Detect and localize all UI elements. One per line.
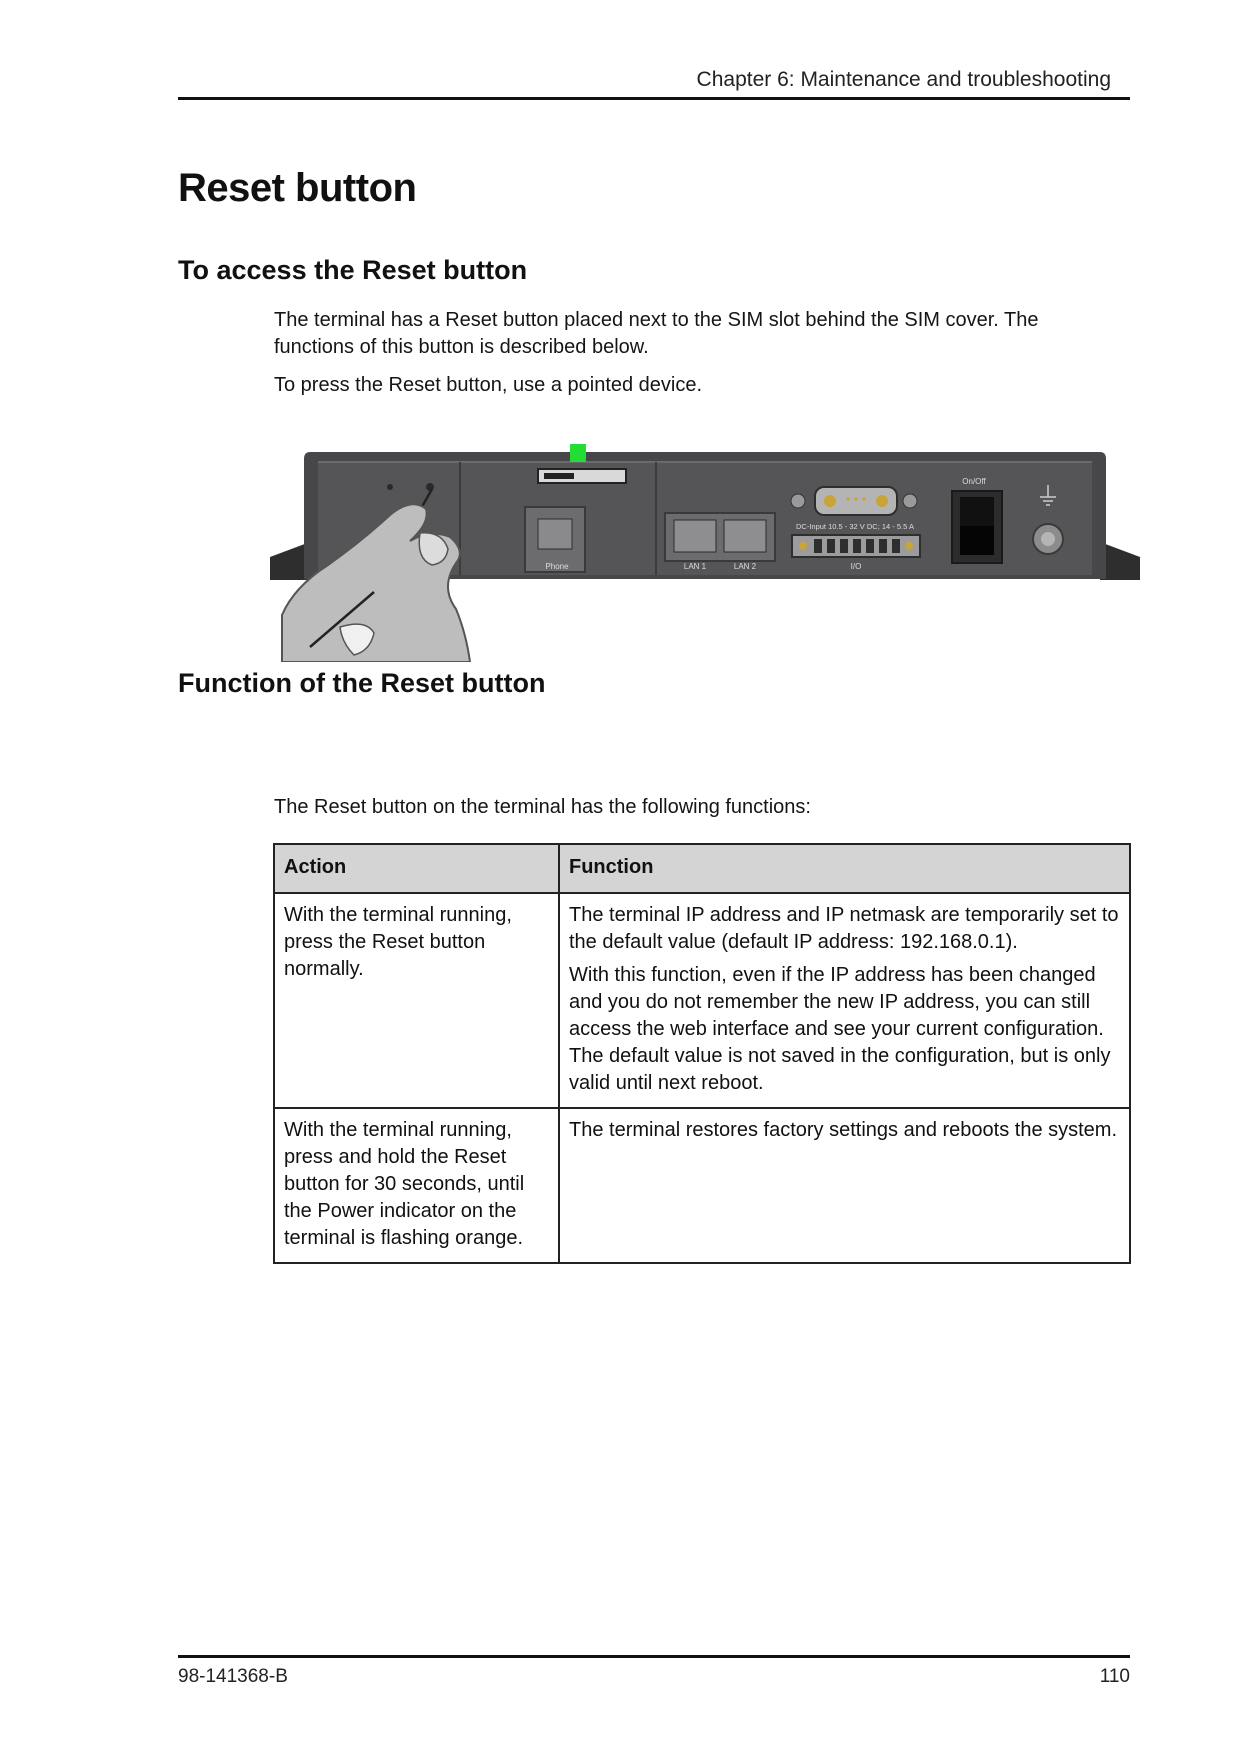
page-number: 110 xyxy=(1099,1666,1130,1687)
section-heading-function: Function of the Reset button xyxy=(178,668,546,698)
function-text: The terminal restores factory settings and reboots the system. xyxy=(569,1119,1118,1141)
label-on-off: On/Off xyxy=(962,477,986,486)
paragraph-pointed-device: To press the Reset button, use a pointed device. xyxy=(274,374,703,396)
label-dc-input: DC-Input 10.5 - 32 V DC; 14 - 5.5 A xyxy=(796,522,914,531)
label-phone: Phone xyxy=(545,562,569,571)
table-row xyxy=(274,1108,1130,1263)
lan1-port xyxy=(674,520,716,552)
document-number: 98-141368-B xyxy=(178,1666,288,1687)
label-lan2: LAN 2 xyxy=(733,562,757,571)
terminal-reset-illustration xyxy=(270,437,1140,662)
function-text: The terminal IP address and IP netmask are temporarily set to the default value (default IP address: 192.168.0.1). xyxy=(569,904,1119,953)
label-io: I/O xyxy=(850,562,862,571)
action-text: With the terminal running, press and hold the Reset button for 30 seconds, until the Power indicator on the terminal is flashing orange. xyxy=(284,1119,525,1249)
table-row xyxy=(274,893,1130,1108)
function-text: With this function, even if the IP address has been changed and you do not remember the new IP address, you can still access the web interface and see your current configuration. The default value is not saved in the configuration, but is only valid until next reboot. xyxy=(569,964,1111,1094)
section-heading-access: To access the Reset button xyxy=(178,255,528,285)
column-header-action: Action xyxy=(274,844,559,893)
led-indicator xyxy=(570,444,586,462)
column-header-function: Function xyxy=(559,844,1130,893)
action-text: With the terminal running, press the Reset button normally. xyxy=(284,904,512,980)
paragraph-reset-location: The terminal has a Reset button placed next to the SIM slot behind the SIM cover. The functions of this button is described below. xyxy=(274,309,1039,358)
action-cell xyxy=(274,1108,559,1263)
page-title: Reset button xyxy=(178,166,417,210)
reset-functions-table xyxy=(273,843,1131,1264)
action-cell xyxy=(274,893,559,1108)
lan2-port xyxy=(724,520,766,552)
function-cell xyxy=(559,893,1130,1108)
header-rule xyxy=(178,97,1130,100)
paragraph-table-intro: The Reset button on the terminal has the following functions: xyxy=(274,796,811,818)
label-lan1: LAN 1 xyxy=(683,562,707,571)
running-header: Chapter 6: Maintenance and troubleshooting xyxy=(696,68,1111,91)
table-header-row xyxy=(274,844,1130,893)
footer-rule xyxy=(178,1655,1130,1658)
function-cell xyxy=(559,1108,1130,1263)
